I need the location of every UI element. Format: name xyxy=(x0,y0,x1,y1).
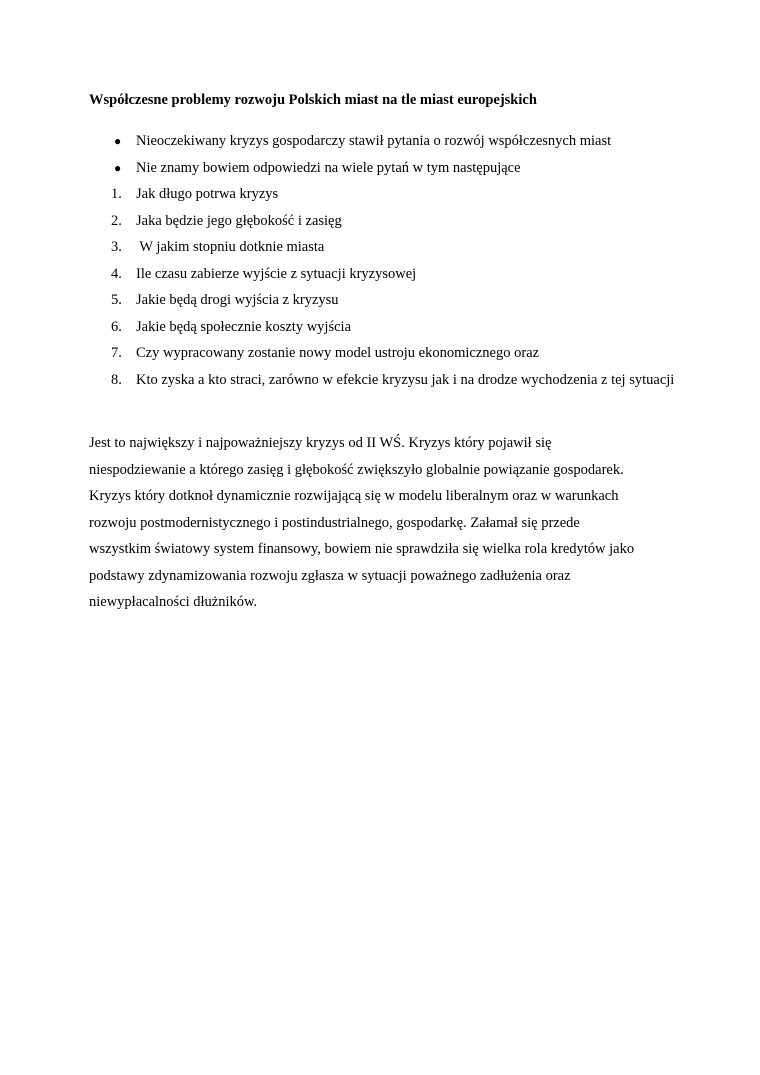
paragraph-line: Kryzys który dotknoł dynamicznie rozwijającą się w modelu liberalnym oraz w warunkach xyxy=(89,488,619,504)
bullet-icon: ● xyxy=(114,160,122,175)
list-text: Czy wypracowany zostanie nowy model ustroju ekonomicznego oraz xyxy=(136,345,540,361)
list-number: 8. xyxy=(111,371,122,388)
document-title: Współczesne problemy rozwoju Polskich miast na tle miast europejskich xyxy=(89,92,537,108)
list-item xyxy=(89,287,689,314)
paragraph-line: wszystkim światowy system finansowy, bowiem nie sprawdziła się wielka rola kredytów jako xyxy=(89,541,635,557)
list-text: Jakie będą drogi wyjścia z kryzysu xyxy=(136,292,339,308)
list-item xyxy=(89,234,689,261)
list-text: W jakim stopniu dotknie miasta xyxy=(136,239,325,255)
list-text: Jak długo potrwa kryzys xyxy=(136,186,279,202)
list-item xyxy=(89,261,689,288)
list-text: Kto zyska a kto straci, zarówno w efekcie kryzysu jak i na drodze wychodzenia z tej sytuacji xyxy=(136,371,675,388)
list-item xyxy=(89,155,689,182)
paragraph-line: Jest to największy i najpoważniejszy kryzys od II WŚ. Kryzys który pojawił się xyxy=(89,435,552,451)
list-item xyxy=(89,367,689,394)
bullet-text: Nieoczekiwany kryzys gospodarczy stawił pytania o rozwój współczesnych miast xyxy=(136,133,612,149)
list-item xyxy=(89,314,689,341)
paragraph-line: niespodziewanie a którego zasięg i głębokość zwiększyło globalnie powiązanie gospodarek. xyxy=(89,461,624,478)
list-text: Jakie będą społecznie koszty wyjścia xyxy=(136,318,352,335)
list-item xyxy=(89,340,689,367)
list-number: 7. xyxy=(111,345,122,361)
list-number: 5. xyxy=(111,292,122,308)
bullet-text: Nie znamy bowiem odpowiedzi na wiele pytań w tym następujące xyxy=(136,159,521,176)
list-number: 2. xyxy=(111,212,122,229)
body-paragraph xyxy=(89,430,689,616)
bullet-icon: ● xyxy=(114,134,122,148)
list-item xyxy=(89,181,689,208)
paragraph-line: podstawy zdynamizowania rozwoju zgłasza w sytuacji poważnego zadłużenia oraz xyxy=(89,567,571,584)
paragraph-line: rozwoju postmodernistycznego i postindustrialnego, gospodarkę. Załamał się przede xyxy=(89,514,580,531)
list-number: 3. xyxy=(111,239,122,255)
list-number: 4. xyxy=(111,265,122,282)
list-text: Jaka będzie jego głębokość i zasięg xyxy=(136,212,342,229)
list-number: 1. xyxy=(111,186,122,202)
list-item xyxy=(89,128,689,155)
paragraph-line: niewypłacalności dłużników. xyxy=(89,594,258,610)
list-item xyxy=(89,208,689,235)
content-list xyxy=(89,128,689,393)
list-number: 6. xyxy=(111,318,122,335)
list-text: Ile czasu zabierze wyjście z sytuacji kryzysowej xyxy=(136,265,417,282)
